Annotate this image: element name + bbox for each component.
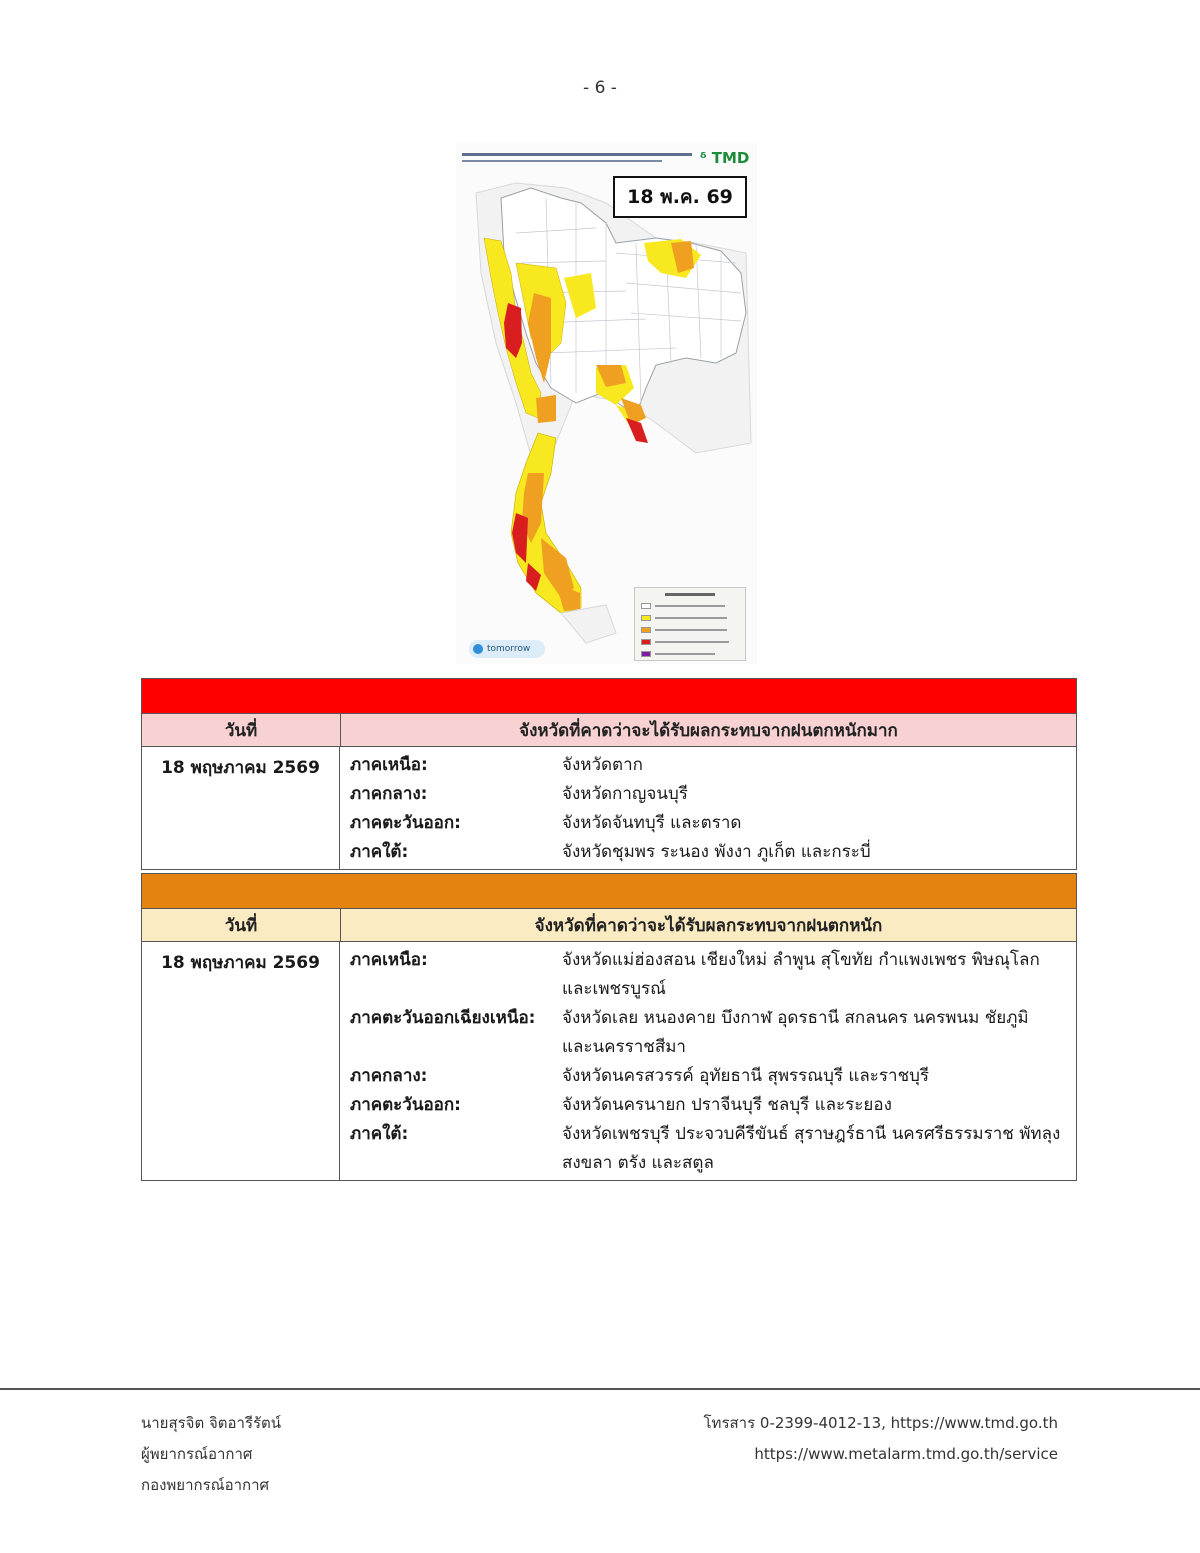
region-provinces: จังหวัดตาก xyxy=(562,755,643,775)
region-provinces: จังหวัดแม่ฮ่องสอน เชียงใหม่ ลำพูน สุโขทัย กำแพงเพชร พิษณุโลก และเพชรบูรณ์ xyxy=(562,950,1040,999)
header-date: วันที่ xyxy=(142,909,341,941)
legend-swatch xyxy=(641,627,651,633)
region-provinces: จังหวัดนครสวรรค์ อุทัยธานี สุพรรณบุรี และราชบุรี xyxy=(562,1066,930,1086)
footer-contact xyxy=(704,1408,1059,1470)
table-row xyxy=(142,747,1076,869)
region-row xyxy=(350,1120,1076,1178)
region-name: ภาคเหนือ: xyxy=(350,755,428,775)
region-row xyxy=(350,751,1076,780)
legend-swatch xyxy=(641,651,651,657)
region-provinces: จังหวัดเลย หนองคาย บึงกาฬ อุดรธานี สกลนคร นครพนม ชัยภูมิ และนครราชสีมา xyxy=(562,1008,1029,1057)
legend-text-bar xyxy=(655,641,729,643)
region-row xyxy=(350,946,1076,1004)
forecaster-title: ผู้พยากรณ์อากาศ xyxy=(141,1445,253,1463)
brand-text: tomorrow xyxy=(487,644,531,654)
region-provinces: จังหวัดนครนายก ปราจีนบุรี ชลบุรี และระยอง xyxy=(562,1095,892,1115)
legend-swatch xyxy=(641,603,651,609)
header-provinces: จังหวัดที่คาดว่าจะได้รับผลกระทบจากฝนตกหนักมาก xyxy=(519,720,898,741)
region-name: ภาคตะวันออก: xyxy=(350,813,461,833)
regions-cell xyxy=(340,747,1076,869)
division-name: กองพยากรณ์อากาศ xyxy=(141,1476,270,1494)
region-name: ภาคเหนือ: xyxy=(350,950,428,970)
page-number: - 6 - xyxy=(583,78,617,98)
regions-cell xyxy=(340,942,1076,1180)
brand-logo-icon xyxy=(473,644,483,654)
region-row xyxy=(350,838,1076,867)
legend-title-bar xyxy=(665,593,715,596)
fax-and-website[interactable]: โทรสาร 0-2399-4012-13, https://www.tmd.go.th xyxy=(703,1414,1058,1432)
table-row xyxy=(142,942,1076,1180)
legend-swatch xyxy=(641,639,651,645)
region-name: ภาคกลาง: xyxy=(350,784,428,804)
region-provinces: จังหวัดชุมพร ระนอง พังงา ภูเก็ต และกระบี่ xyxy=(562,842,871,862)
header-provinces: จังหวัดที่คาดว่าจะได้รับผลกระทบจากฝนตกหนัก xyxy=(534,915,883,936)
region-provinces: จังหวัดเพชรบุรี ประจวบคีรีขันธ์ สุราษฎร์ธานี นครศรีธรรมราช พัทลุง สงขลา ตรัง และสตูล xyxy=(562,1124,1061,1173)
table-header xyxy=(142,713,1076,747)
region-row xyxy=(350,1091,1076,1120)
region-name: ภาคตะวันออกเฉียงเหนือ: xyxy=(350,1008,536,1028)
legend-swatch xyxy=(641,615,651,621)
region-row xyxy=(350,1062,1076,1091)
region-row xyxy=(350,780,1076,809)
warning-color-band xyxy=(142,679,1076,713)
legend-row xyxy=(641,626,727,634)
header-date: วันที่ xyxy=(142,714,341,746)
region-provinces: จังหวัดจันทบุรี และตราด xyxy=(562,813,742,833)
legend-row xyxy=(641,650,715,658)
legend-text-bar xyxy=(655,617,727,619)
date-cell: 18 พฤษภาคม 2569 xyxy=(142,942,340,1180)
region-provinces: จังหวัดกาญจนบุรี xyxy=(562,784,688,804)
legend-text-bar xyxy=(655,653,715,655)
date-cell: 18 พฤษภาคม 2569 xyxy=(142,747,340,869)
metalarm-link[interactable]: https://www.metalarm.tmd.go.th/service xyxy=(754,1445,1058,1463)
rainfall-map xyxy=(456,143,757,664)
legend-row xyxy=(641,602,725,610)
region-row xyxy=(350,1004,1076,1062)
tomorrow-brand xyxy=(469,640,545,658)
footer-divider xyxy=(0,1388,1200,1390)
very-heavy-rain-table xyxy=(141,678,1077,870)
region-name: ภาคใต้: xyxy=(350,1124,409,1144)
region-name: ภาคใต้: xyxy=(350,842,409,862)
warning-color-band xyxy=(142,874,1076,908)
legend-text-bar xyxy=(655,629,727,631)
footer-signature xyxy=(141,1408,281,1501)
region-name: ภาคกลาง: xyxy=(350,1066,428,1086)
region-row xyxy=(350,809,1076,838)
map-date-badge: 18 พ.ค. 69 xyxy=(613,176,747,218)
legend-row xyxy=(641,638,729,646)
tmd-logo: ᵟ TMD xyxy=(700,149,750,167)
heavy-rain-table xyxy=(141,873,1077,1181)
region-name: ภาคตะวันออก: xyxy=(350,1095,461,1115)
legend-text-bar xyxy=(655,605,725,607)
legend-row xyxy=(641,614,727,622)
map-legend xyxy=(634,587,746,661)
forecaster-name: นายสุรจิต จิตอารีรัตน์ xyxy=(141,1414,282,1432)
table-header xyxy=(142,908,1076,942)
thailand-map-svg xyxy=(456,143,757,664)
